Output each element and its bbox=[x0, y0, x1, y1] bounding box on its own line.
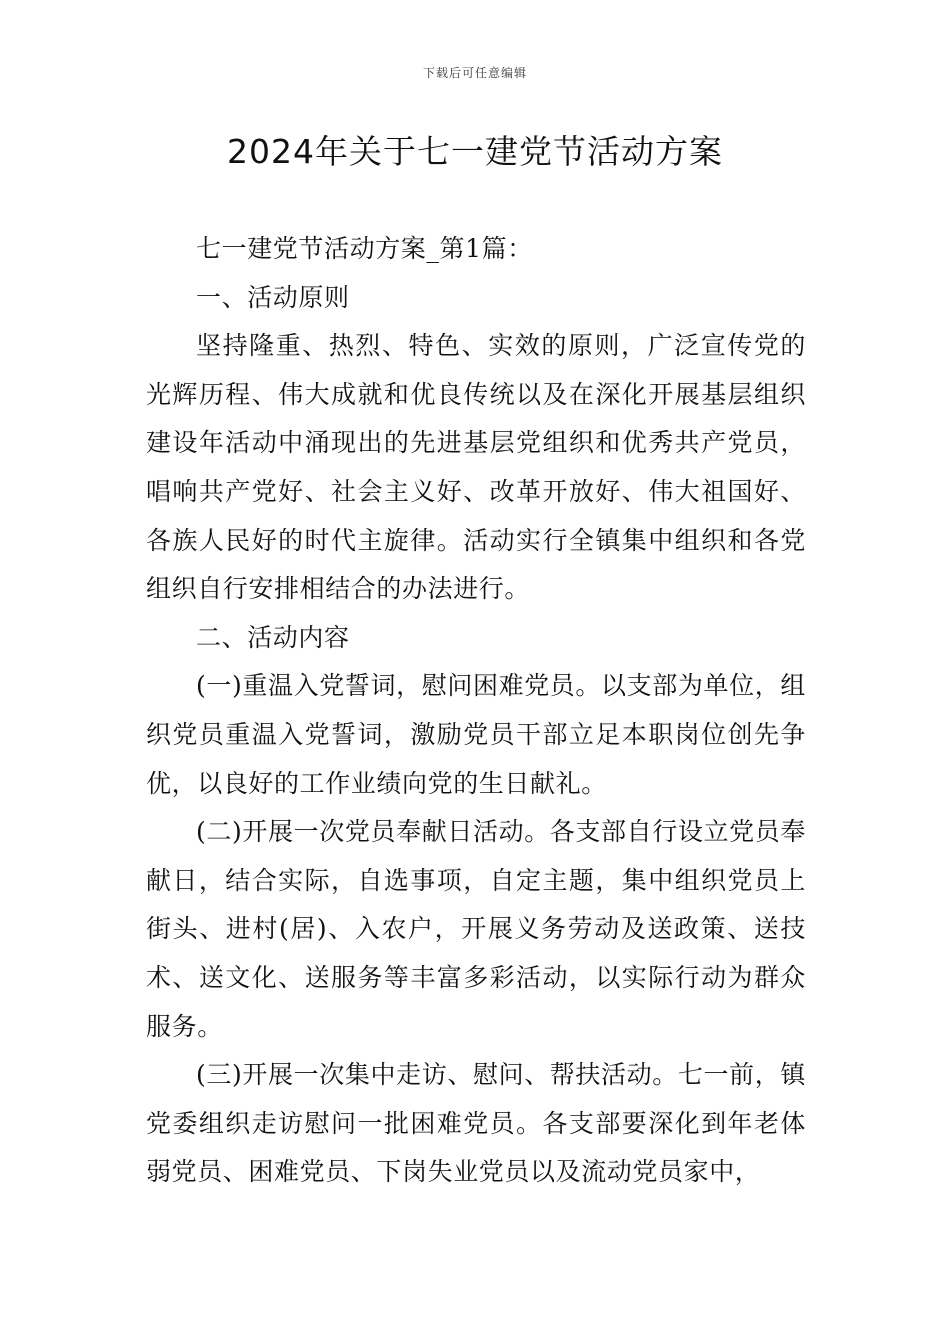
heading-content: 二、活动内容 bbox=[196, 622, 350, 652]
heading-principles: 一、活动原则 bbox=[196, 282, 350, 312]
header-note: 下载后可任意编辑 bbox=[422, 66, 527, 80]
document-body bbox=[146, 225, 806, 1197]
paragraph-item-1: (一)重温入党誓词，慰问困难党员。以支部为单位，组织党员重温入党誓词，激励党员干部立足本职岗位创先争优，以良好的工作业绩向党的生日献礼。 bbox=[146, 671, 806, 798]
paragraph-item-3: (三)开展一次集中走访、慰问、帮扶活动。七一前，镇党委组织走访慰问一批困难党员。各支部要深化到年老体弱党员、困难党员、下岗失业党员以及流动党员家中， bbox=[146, 1060, 806, 1187]
paragraph-item-2: (二)开展一次党员奉献日活动。各支部自行设立党员奉献日，结合实际，自选事项，自定主题，集中组织党员上街头、进村(居)、入农户，开展义务劳动及送政策、送技术、送文化、送服务等丰富多彩活动，以实际行动为群众服务。 bbox=[146, 817, 806, 1041]
section-heading-part-1: 七一建党节活动方案_第1篇： bbox=[196, 234, 533, 263]
paragraph-principles: 坚持隆重、热烈、特色、实效的原则，广泛宣传党的光辉历程、伟大成就和优良传统以及在深化开展基层组织建设年活动中涌现出的先进基层党组织和优秀共产党员，唱响共产党好、社会主义好、改革开放好、伟大祖国好、各族人民好的时代主旋律。活动实行全镇集中组织和各党组织自行安排相结合的办法进行。 bbox=[146, 331, 806, 604]
document-title: 2024年关于七一建党节活动方案 bbox=[227, 132, 723, 171]
